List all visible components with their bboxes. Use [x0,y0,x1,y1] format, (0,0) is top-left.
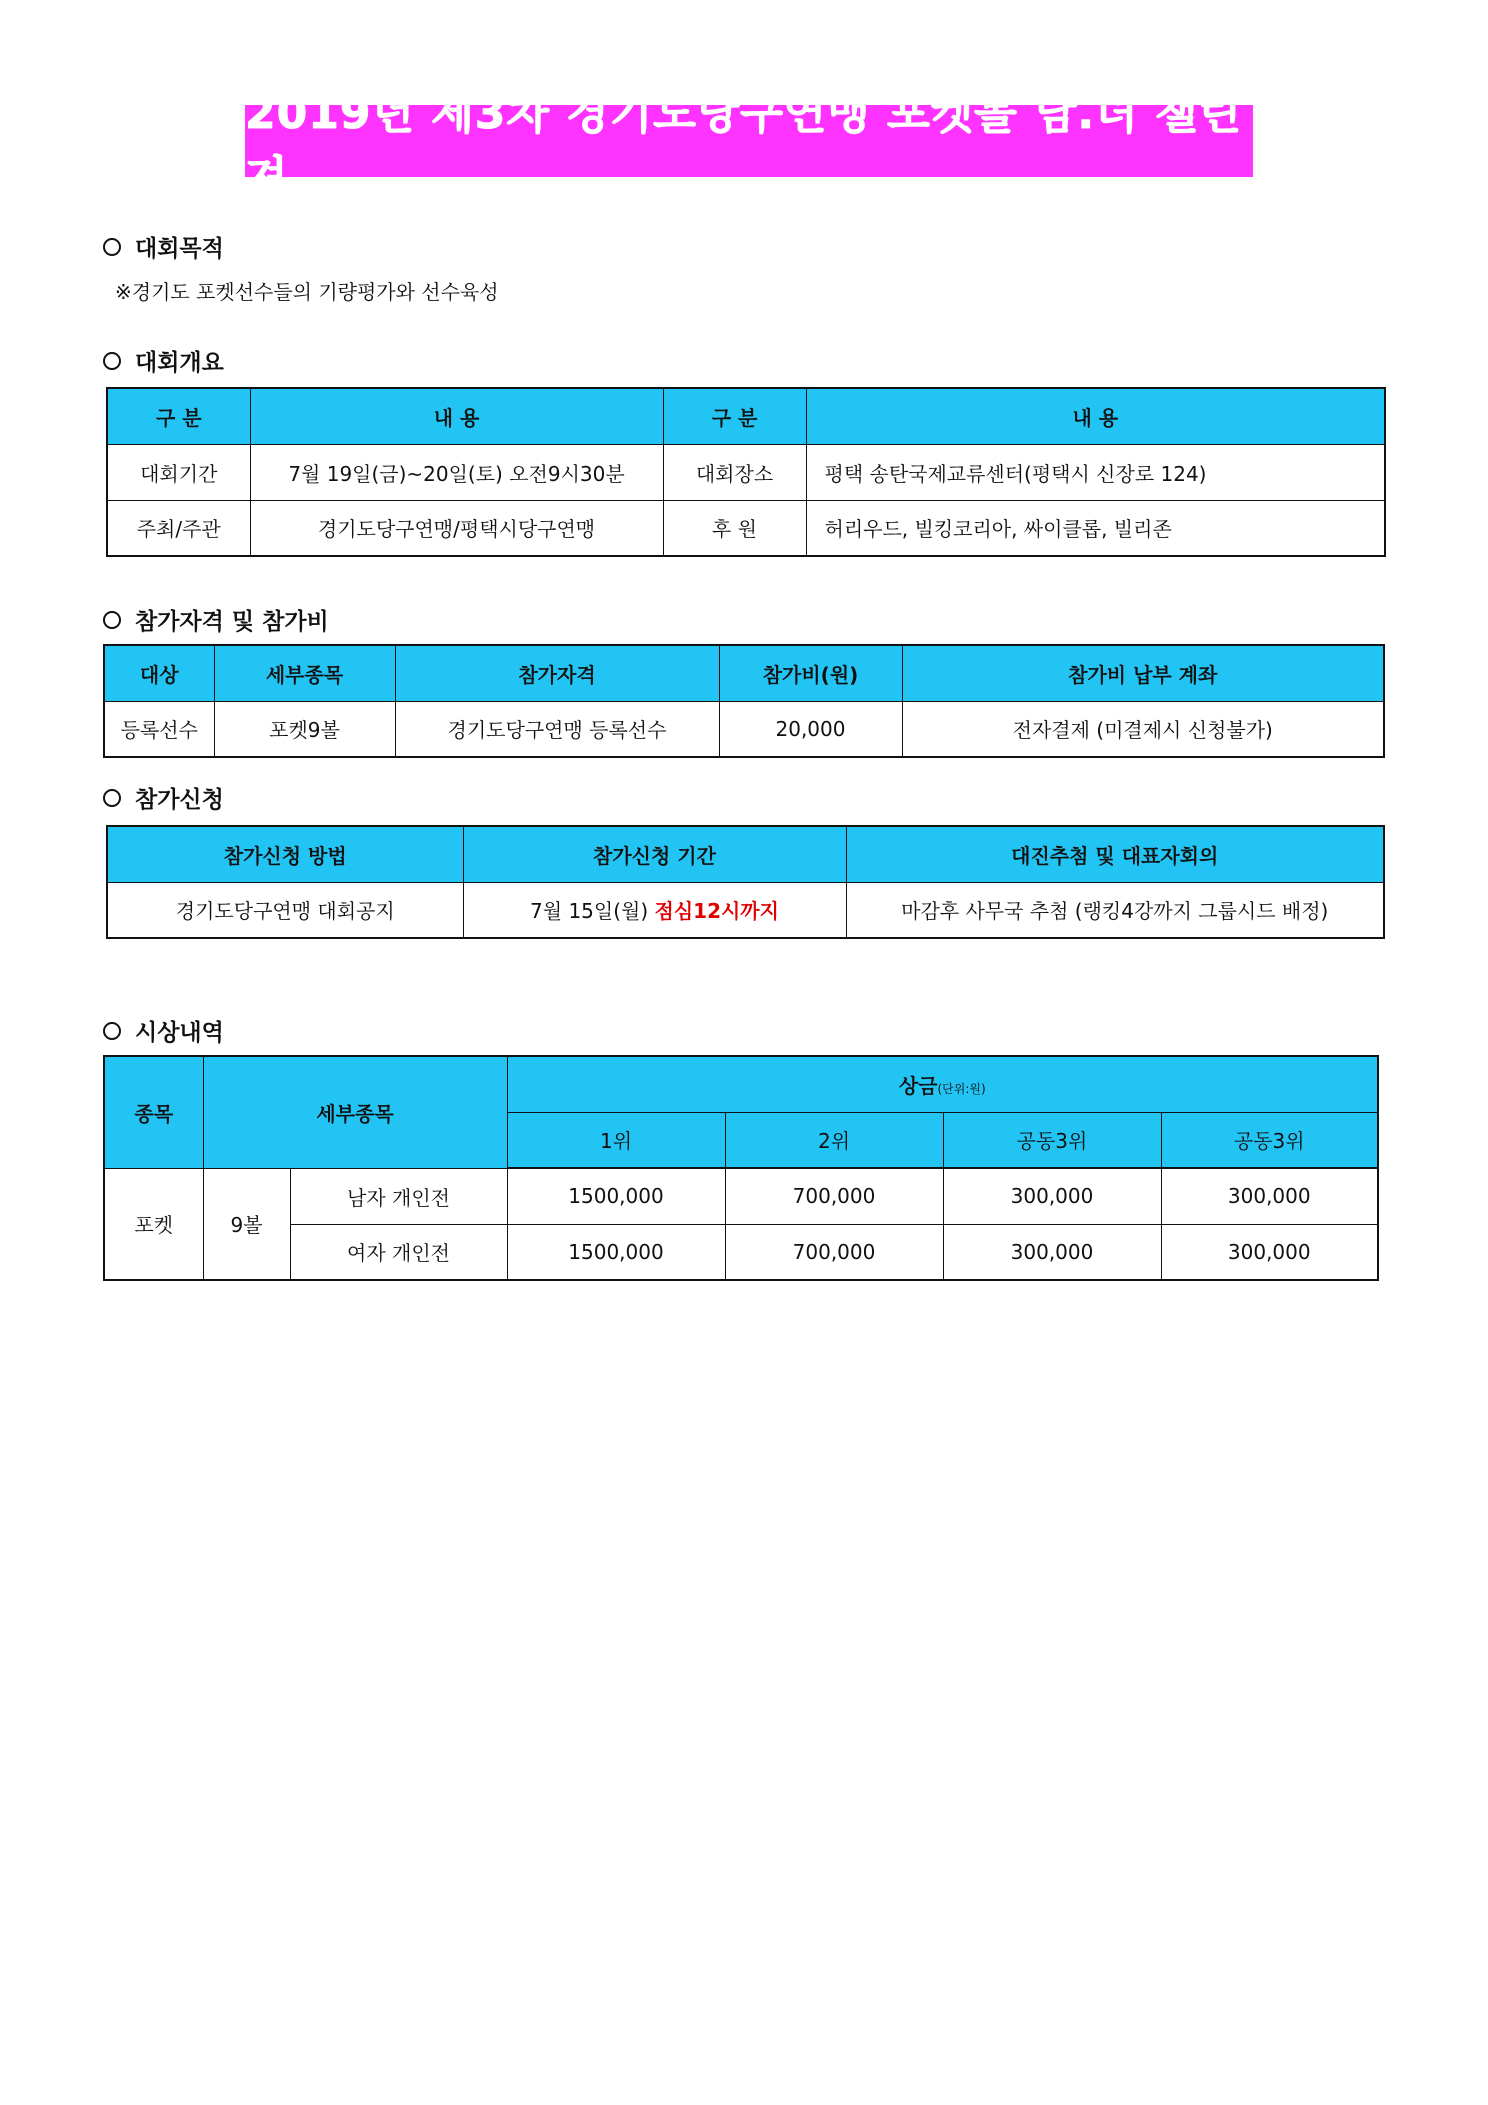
awards-rank-header: 1위 [507,1112,725,1168]
eligibility-header: 참가비(원) [719,645,902,701]
section-awards-heading: 시상내역 [103,1014,224,1047]
prize-unit: (단위:원) [937,1081,986,1096]
awards-rank-header: 공동3위 [1161,1112,1378,1168]
circle-bullet-icon [103,1022,121,1040]
eligibility-table [103,644,1385,758]
purpose-note: ※경기도 포켓선수들의 기량평가와 선수육성 [115,280,499,304]
awards-table [103,1055,1379,1281]
circle-bullet-icon [103,789,121,807]
table-cell: 평택 송탄국제교류센터(평택시 신장로 124) [806,444,1385,500]
page-title: 2019년 제3차 경기도당구연맹 포켓볼 남.녀 챌린져 [245,88,1242,203]
section-application-heading: 참가신청 [103,781,224,814]
application-header: 참가신청 기간 [463,826,846,882]
table-cell: 후 원 [663,500,806,556]
awards-rank-header: 2위 [725,1112,943,1168]
table-cell: 전자결제 (미결제시 신청불가) [902,701,1384,757]
table-row [107,500,1385,556]
section-overview-heading: 대회개요 [103,344,224,377]
overview-table [106,387,1386,557]
table-row [107,882,1384,938]
table-cell: 700,000 [725,1224,943,1280]
awards-header-prize: 상금(단위:원) [507,1056,1378,1112]
application-table [106,825,1385,939]
awards-division: 여자 개인전 [290,1224,507,1280]
table-row [104,701,1384,757]
overview-header: 구 분 [663,388,806,444]
application-period [463,882,846,938]
awards-header-event: 종목 [104,1056,203,1168]
table-cell: 300,000 [1161,1224,1378,1280]
table-cell: 대회장소 [663,444,806,500]
eligibility-header: 세부종목 [214,645,395,701]
circle-bullet-icon [103,611,121,629]
application-header: 대진추첨 및 대표자회의 [846,826,1384,882]
table-cell: 주최/주관 [107,500,250,556]
application-draw: 마감후 사무국 추첨 (랭킹4강까지 그룹시드 배정) [846,882,1384,938]
overview-header: 구 분 [107,388,250,444]
application-date: 7월 15일(월) [530,899,649,924]
eligibility-header: 참가자격 [395,645,719,701]
circle-bullet-icon [103,238,121,256]
awards-sub: 9볼 [203,1168,290,1280]
table-cell: 20,000 [719,701,902,757]
table-cell: 1500,000 [507,1224,725,1280]
eligibility-header: 대상 [104,645,214,701]
awards-rank-header: 공동3위 [943,1112,1161,1168]
application-method: 경기도당구연맹 대회공지 [107,882,463,938]
table-cell: 1500,000 [507,1168,725,1224]
table-row [104,1224,1378,1280]
application-deadline: 점심12시까지 [654,899,779,924]
title-banner [245,88,1253,203]
table-cell: 허리우드, 빌킹코리아, 싸이클롭, 빌리존 [806,500,1385,556]
table-row [107,444,1385,500]
table-cell: 포켓9볼 [214,701,395,757]
circle-bullet-icon [103,352,121,370]
table-cell: 경기도당구연맹/평택시당구연맹 [250,500,663,556]
table-cell: 대회기간 [107,444,250,500]
section-eligibility-heading: 참가자격 및 참가비 [103,603,329,636]
table-cell: 7월 19일(금)~20일(토) 오전9시30분 [250,444,663,500]
table-row [104,1168,1378,1224]
overview-header: 내 용 [806,388,1385,444]
section-purpose-heading: 대회목적 [103,230,224,263]
table-cell: 경기도당구연맹 등록선수 [395,701,719,757]
application-header: 참가신청 방법 [107,826,463,882]
table-cell: 300,000 [943,1168,1161,1224]
awards-event: 포켓 [104,1168,203,1280]
awards-division: 남자 개인전 [290,1168,507,1224]
table-cell: 700,000 [725,1168,943,1224]
awards-header-sub-event: 세부종목 [203,1056,507,1168]
table-cell: 등록선수 [104,701,214,757]
overview-header: 내 용 [250,388,663,444]
table-cell: 300,000 [943,1224,1161,1280]
eligibility-header: 참가비 납부 계좌 [902,645,1384,701]
table-cell: 300,000 [1161,1168,1378,1224]
